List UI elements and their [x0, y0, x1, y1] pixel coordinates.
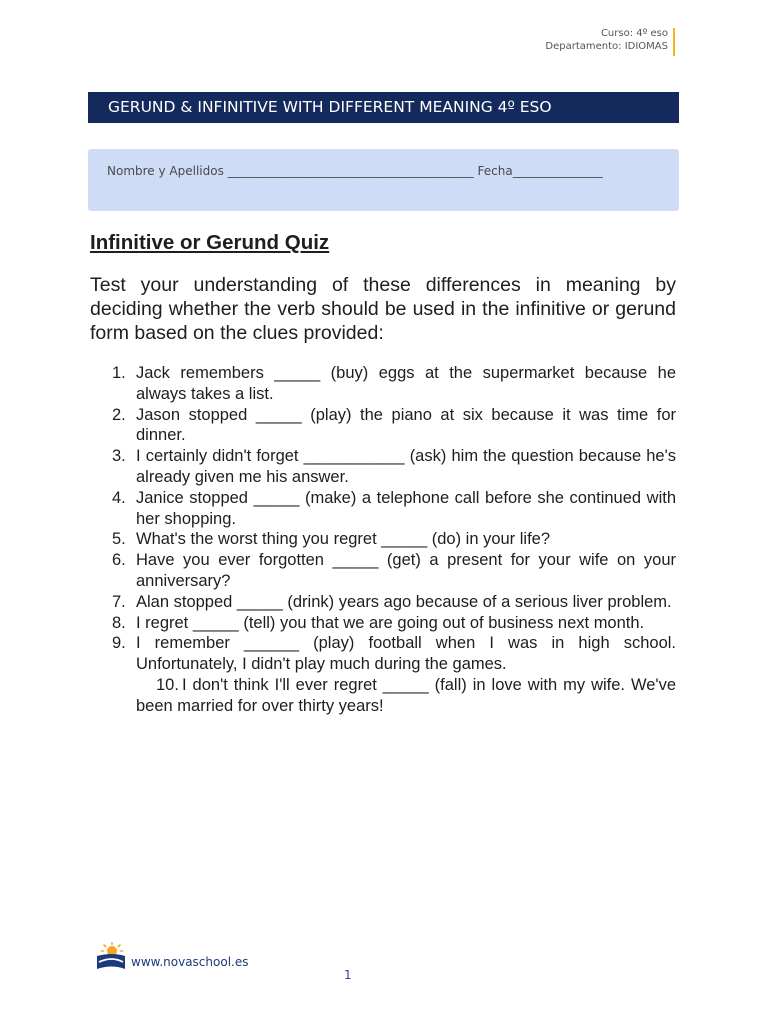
question-number: 2. [112, 405, 126, 424]
worksheet-title-bar [88, 92, 679, 123]
document-header [545, 27, 668, 53]
question-number: 9. [112, 634, 126, 653]
question-item [90, 363, 676, 405]
question-number: 7. [112, 592, 126, 611]
quiz-instructions: Test your understanding of these differences in meaning by deciding whether the verb should be used in the infinitive or gerund form based on the clues provided: [90, 274, 676, 344]
question-item [90, 675, 676, 717]
course-label: Curso: 4º eso [600, 28, 668, 39]
quiz-title: Infinitive or Gerund Quiz [90, 231, 330, 254]
question-text: Janice stopped _____ (make) a telephone call before she continued with her shopping. [136, 488, 676, 528]
question-item [90, 529, 676, 550]
header-divider [673, 28, 675, 56]
question-text: I regret _____ (tell) you that we are going out of business next month. [136, 613, 645, 632]
question-item [90, 488, 676, 530]
worksheet-title: GERUND & INFINITIVE WITH DIFFERENT MEANING 4º ESO [108, 98, 552, 116]
question-text: Jason stopped _____ (play) the piano at six because it was time for dinner. [136, 405, 676, 445]
question-text: Alan stopped _____ (drink) years ago because of a serious liver problem. [136, 592, 672, 611]
department-label: Departamento: IDIOMAS [545, 41, 668, 52]
question-item [90, 613, 676, 634]
question-number: 3. [112, 447, 126, 466]
question-number: 1. [112, 364, 126, 382]
question-item [90, 633, 676, 675]
student-info-line [107, 164, 603, 178]
question-text: I certainly didn't forget ___________ (ask) him the question because he's already given me his answer. [136, 447, 676, 486]
novaschool-logo-icon [95, 942, 127, 972]
question-item [90, 405, 676, 447]
question-text: Jack remembers _____ (buy) eggs at the supermarket because he always takes a list. [136, 364, 676, 403]
student-info-box [88, 149, 679, 211]
question-number: 10. [156, 675, 179, 694]
question-text: I don't think I'll ever regret _____ (fall) in love with my wife. We've been married for over thirty years! [136, 675, 676, 715]
name-label: Nombre y Apellidos [107, 164, 224, 178]
date-blank: _______________ [512, 164, 603, 178]
question-number: 6. [112, 551, 126, 570]
question-text: What's the worst thing you regret _____ (do) in your life? [136, 530, 551, 549]
question-item [90, 592, 676, 613]
date-label: Fecha [477, 164, 513, 178]
name-blank: _________________________________________ [227, 164, 474, 178]
question-text: Have you ever forgotten _____ (get) a present for your wife on your anniversary? [136, 551, 676, 590]
question-number: 8. [112, 613, 126, 632]
question-text: I remember ______ (play) football when I was in high school. Unfortunately, I didn't play much during the games. [136, 634, 676, 674]
question-list [90, 363, 676, 717]
question-number: 5. [112, 530, 126, 549]
question-item [90, 550, 676, 592]
page-number: 1 [344, 968, 352, 982]
question-item [90, 446, 676, 488]
question-number: 4. [112, 488, 126, 507]
footer-url: www.novaschool.es [131, 955, 249, 969]
footer-logo [95, 942, 248, 972]
